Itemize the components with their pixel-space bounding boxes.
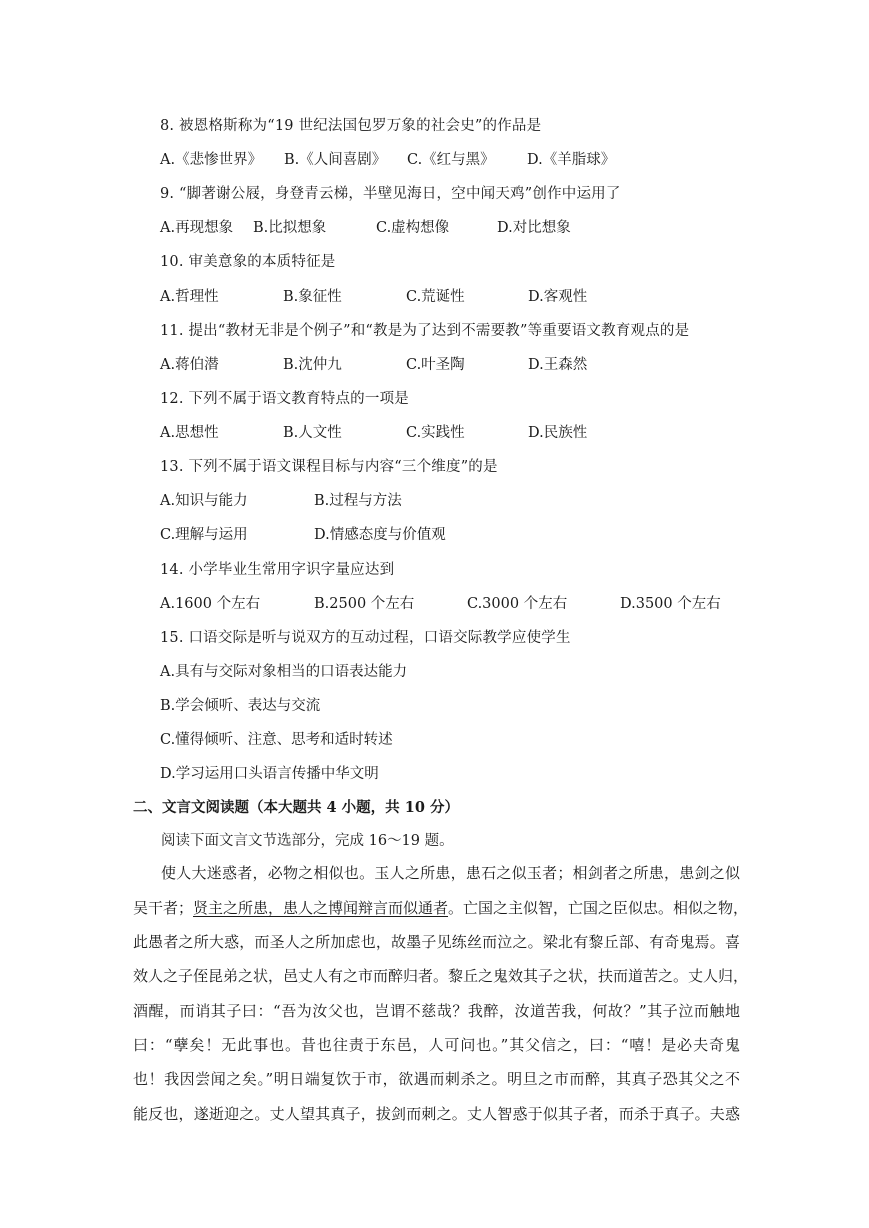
passage-line-1: 使人大迷惑者，必物之相似也。玉人之所患，患石之似玉者；相剑者之所患，患剑之似 <box>161 864 740 882</box>
passage-line-7: 也！我因尝闻之矣。”明日端复饮于市，欲遇而刺杀之。明旦之市而醉，其真子恐其父之不 <box>133 1070 740 1088</box>
passage-line-6: 曰：“孽矣！无此事也。昔也往责于东邑，人可问也。”其父信之，曰：“嘻！是必夫奇鬼 <box>133 1036 740 1054</box>
question-12-stem <box>160 387 409 408</box>
option-b: B.过程与方法 <box>314 493 402 509</box>
question-15-option-b: B.学会倾听、表达与交流 <box>160 698 321 714</box>
option-c: C.实践性 <box>406 425 465 441</box>
emphasis-not: 不属于 <box>217 459 262 475</box>
option-c: C.荒诞性 <box>406 289 465 305</box>
option-b: B.2500 个左右 <box>314 596 415 612</box>
stem-prefix: 13. 下列 <box>160 459 218 475</box>
question-13-stem <box>160 455 498 476</box>
option-a: A.《悲惨世界》 <box>160 152 263 168</box>
passage-line-5: 酒醒，而诮其子曰：“吾为汝父也，岂谓不慈哉？我醉，汝道苦我，何故？”其子泣而触地 <box>133 1002 740 1020</box>
option-b: B.沈仲九 <box>283 357 342 373</box>
stem-prefix: 12. 下列 <box>160 391 218 407</box>
option-b: B.人文性 <box>283 425 342 441</box>
option-b: B.《人间喜剧》 <box>284 152 387 168</box>
stem-suffix: 语文教育特点的一项是 <box>261 391 409 407</box>
question-11-stem: 11. 提出“教材无非是个例子”和“教是为了达到不需要教”等重要语文教育观点的是 <box>160 323 690 339</box>
option-a: A.思想性 <box>160 425 219 441</box>
question-15-stem: 15. 口语交际是听与说双方的互动过程，口语交际教学应使学生 <box>160 630 571 646</box>
option-c: C.3000 个左右 <box>467 596 568 612</box>
question-9-stem: 9. “脚著谢公屐，身登青云梯，半壁见海日，空中闻天鸡”创作中运用了 <box>160 186 621 202</box>
option-a: A.知识与能力 <box>160 493 248 509</box>
option-c: C.虚构想像 <box>376 220 450 236</box>
option-b: B.比拟想象 <box>253 220 327 236</box>
passage-line-4: 效人之子侄昆弟之状，邑丈人有之市而醉归者。黎丘之鬼效其子之状，扶而道苦之。丈人归， <box>133 967 749 985</box>
option-a: A.哲理性 <box>160 289 219 305</box>
option-c: C.《红与黑》 <box>407 152 495 168</box>
option-d: D.情感态度与价值观 <box>314 527 446 543</box>
option-d: D.客观性 <box>528 289 588 305</box>
stem-suffix: 语文课程目标与内容“三个维度”的是 <box>261 459 498 475</box>
passage-text: 。亡国之主似智，亡国之臣似忠。相似之物， <box>448 899 749 917</box>
question-15-option-c: C.懂得倾听、注意、思考和适时转述 <box>160 732 393 748</box>
option-d: D.对比想象 <box>497 220 571 236</box>
option-b: B.象征性 <box>283 289 342 305</box>
underlined-sentence: 贤主之所患，患人之博闻辩言而似通者 <box>193 899 449 917</box>
option-c: C.叶圣陶 <box>406 357 465 373</box>
passage-line-2 <box>133 897 749 918</box>
option-d: D.民族性 <box>528 425 588 441</box>
question-8-stem: 8. 被恩格斯称为“19 世纪法国包罗万象的社会史”的作品是 <box>160 118 542 134</box>
option-d: D.《羊脂球》 <box>527 152 616 168</box>
reading-instructions: 阅读下面文言文节选部分，完成 16～19 题。 <box>161 833 454 849</box>
passage-line-8: 能反也，遂逝迎之。丈人望其真子，拔剑而刺之。丈人智惑于似其子者，而杀于真子。夫惑 <box>133 1105 740 1123</box>
emphasis-not: 不属于 <box>217 391 262 407</box>
option-a: A.蒋伯潜 <box>160 357 219 373</box>
option-a: A.再现想象 <box>160 220 234 236</box>
passage-line-3: 此愚者之所大惑，而圣人之所加虑也，故墨子见练丝而泣之。梁北有黎丘部、有奇鬼焉。喜 <box>133 933 740 951</box>
question-15-option-a: A.具有与交际对象相当的口语表达能力 <box>160 664 408 680</box>
passage-text: 吴干者； <box>133 899 194 917</box>
question-15-option-d: D.学习运用口头语言传播中华文明 <box>160 766 379 782</box>
option-c: C.理解与运用 <box>160 527 248 543</box>
question-14-stem: 14. 小学毕业生常用字识字量应达到 <box>160 562 395 578</box>
question-10-stem: 10. 审美意象的本质特征是 <box>160 254 336 270</box>
option-a: A.1600 个左右 <box>160 596 261 612</box>
section-heading: 二、文言文阅读题（本大题共 4 小题，共 10 分） <box>133 799 459 816</box>
option-d: D.王森然 <box>528 357 588 373</box>
option-d: D.3500 个左右 <box>620 596 721 612</box>
